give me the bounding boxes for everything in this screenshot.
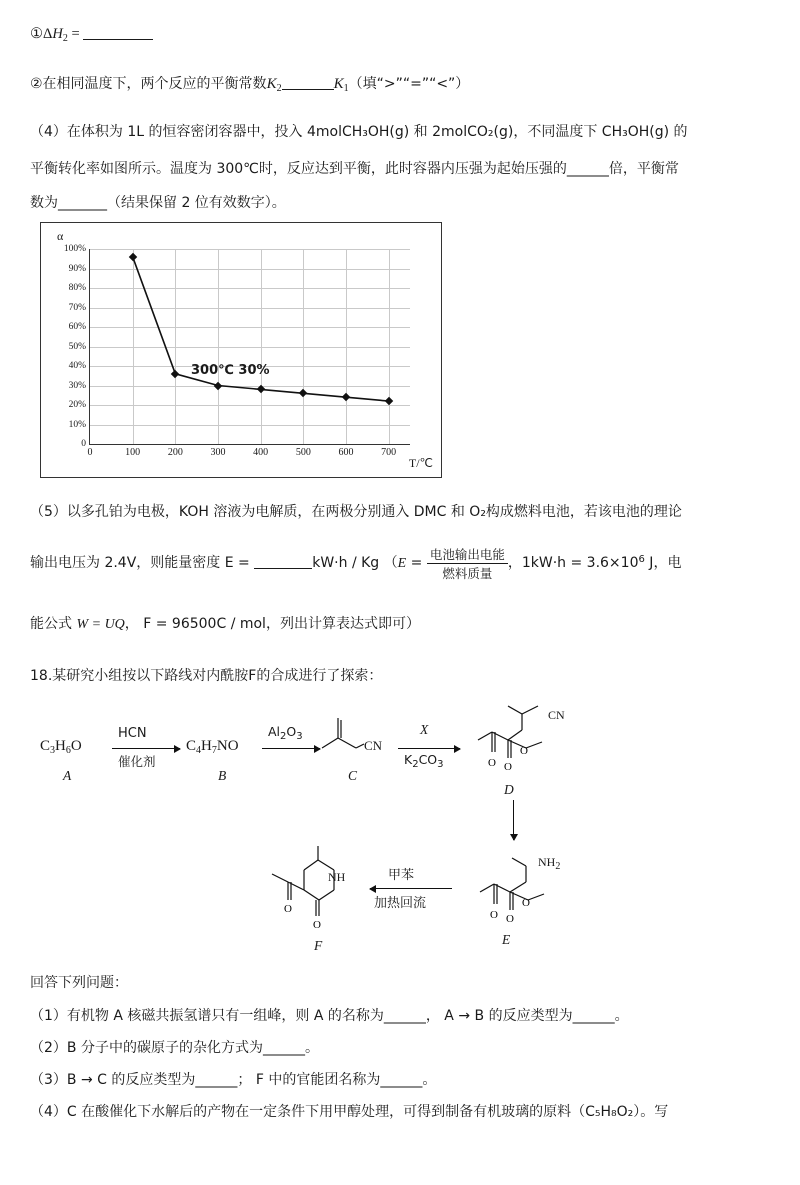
svg-text:O: O	[520, 745, 528, 757]
chart-y-tick: 0	[81, 439, 86, 449]
question-18-heading	[30, 665, 382, 685]
a2-text: （2）B 分子中的碳原子的杂化方式为______。	[30, 1040, 319, 1056]
reagent-K2CO3: $K_2CO_3$	[404, 752, 444, 770]
blank-field[interactable]	[282, 75, 334, 90]
question-5-line-2: 输出电压为 2.4V，则能量密度 E = kW·h / Kg （E = $\frac{\text{电池输出电能}}{\text{燃料质量}}$ ，$1kW\cdot h = 3.6\times 10^6$ J，电	[30, 547, 682, 581]
sub-question-3	[30, 1069, 436, 1089]
compound-F-structure	[258, 838, 368, 938]
question-4-line-2	[30, 158, 679, 178]
chart-x-tick: 0	[87, 447, 93, 458]
question-3-2: ②在相同温度下，两个反应的平衡常数$K_2$ $K_1$（填“>”“=”“<”）	[30, 76, 470, 94]
chart-x-tick: 300	[210, 447, 226, 458]
a3-text: （3）B → C 的反应类型为______； F 中的官能团名称为______。	[30, 1072, 437, 1088]
svg-text:O: O	[506, 913, 514, 925]
sub-question-1	[30, 1005, 629, 1025]
reaction-arrow-1	[112, 748, 180, 749]
blank-field[interactable]	[83, 25, 153, 40]
chart-y-tick: 90%	[68, 263, 86, 274]
compound-F-nh-group: NH	[328, 870, 346, 884]
question-4-line-3	[30, 192, 286, 212]
question-5-line-1	[30, 501, 682, 521]
a1-text: （1）有机物 A 核磁共振氢谱只有一组峰，则 A 的名称为______， A → B 的反应类型为______。	[30, 1008, 629, 1024]
compound-F-label: F	[314, 938, 323, 953]
compound-A-label: A	[63, 768, 72, 783]
synthesis-scheme	[30, 700, 770, 953]
chart-y-tick: 60%	[68, 322, 86, 332]
reagent-toluene: 甲苯	[388, 868, 415, 883]
q5-c-text: 能公式 W = UQ， F = 96500C / mol，列出计算表达式即可）	[30, 616, 420, 632]
chart-x-tick: 100	[125, 447, 141, 458]
q18-text: 18.某研究小组按以下路线对内酰胺F的合成进行了探索：	[30, 668, 383, 684]
chart-x-axis-label: T/℃	[408, 456, 433, 470]
conversion-rate-chart	[40, 222, 442, 478]
q5-b-post: ，$1kW\cdot h = 3.6\times 10^6$ J，电	[507, 554, 682, 572]
a4-text: （4）C 在酸催化下水解后的产物在一定条件下用甲醇处理，可得到制备有机玻璃的原料（C₅H₈O₂）。写	[30, 1104, 669, 1120]
compound-D-cn-group: CN	[548, 708, 565, 722]
chart-y-tick: 30%	[68, 380, 86, 391]
q3-1-text: $①\Delta H_2$ =	[30, 26, 84, 44]
q4-c-text: 数为_______（结果保留 2 位有效数字）。	[30, 195, 286, 211]
question-5-line-3	[30, 613, 420, 633]
q4-a-text: （4）在体积为 1L 的恒容密闭容器中，投入 4molCH₃OH(g) 和 2molCO₂(g)，不同温度下 CH₃OH(g) 的	[30, 124, 688, 140]
reagent-HCN: HCN	[118, 726, 147, 741]
reaction-arrow-3	[398, 748, 460, 749]
chart-y-tick: 20%	[68, 400, 86, 410]
q4-b-text: 平衡转化率如图所示。温度为 300℃时，反应达到平衡，此时容器内压强为起始压强的______倍，平衡常	[30, 161, 679, 177]
fraction-numerator: 电池输出电能	[427, 545, 508, 564]
compound-B-label: B	[218, 768, 227, 783]
chart-y-tick: 80%	[68, 283, 86, 293]
energy-density-fraction	[427, 545, 508, 582]
compound-C-label: C	[348, 768, 358, 783]
fraction-denominator: 燃料质量	[442, 566, 493, 581]
reagent-catalyst: 催化剂	[118, 754, 156, 769]
chart-y-tick: 100%	[63, 244, 86, 254]
reagent-heat-reflux: 加热回流	[374, 896, 427, 911]
chart-x-tick: 200	[167, 447, 183, 458]
q5-a-text: （5）以多孔铂为电极，KOH 溶液为电解质，在两极分别通入 DMC 和 O₂构成燃料电池，若该电池的理论	[30, 504, 682, 520]
svg-text:O: O	[490, 909, 498, 921]
compound-D-label: D	[504, 782, 514, 797]
chart-x-tick: 600	[338, 447, 354, 458]
question-4-line-1	[30, 121, 688, 141]
reagent-Al2O3: $Al_2O_3$	[268, 724, 303, 742]
reaction-arrow-5	[370, 888, 452, 889]
chart-x-tick: 700	[381, 447, 397, 458]
reaction-arrow-2	[262, 748, 320, 749]
compound-A-formula: $C_3H_6O$	[40, 738, 82, 756]
sub-question-4	[30, 1101, 668, 1121]
chart-x-tick: 400	[253, 447, 269, 458]
svg-text:O: O	[522, 897, 530, 909]
svg-text:O: O	[284, 903, 292, 915]
chart-series-line	[90, 249, 410, 444]
compound-C-cn-group: CN	[364, 738, 383, 753]
answer-head-text: 回答下列问题：	[30, 975, 128, 991]
question-3-1	[30, 24, 153, 46]
reaction-arrow-4	[513, 800, 514, 840]
svg-text:O: O	[313, 919, 321, 931]
reagent-X: X	[420, 722, 429, 737]
compound-B-formula: $C_4H_7NO$	[186, 738, 239, 756]
chart-x-tick: 500	[295, 447, 311, 458]
svg-text:O: O	[504, 761, 512, 773]
chart-y-tick: 50%	[68, 341, 86, 352]
svg-text:O: O	[488, 757, 496, 769]
compound-E-nh2-group: $NH_2$	[538, 855, 561, 872]
chart-y-axis-label: α	[57, 229, 64, 243]
q5-b-pre: 输出电压为 2.4V，则能量密度 E =	[30, 555, 255, 572]
chart-annotation: 300℃ 30%	[191, 363, 270, 378]
blank-field[interactable]	[254, 554, 312, 569]
sub-question-2	[30, 1037, 319, 1057]
q3-2-text: ②在相同温度下，两个反应的平衡常数	[30, 76, 267, 92]
chart-y-tick: 40%	[68, 361, 86, 371]
answer-heading	[30, 972, 128, 992]
chart-plot-area	[63, 244, 410, 458]
chart-y-tick: 70%	[68, 302, 86, 313]
chart-y-tick: 10%	[68, 419, 86, 430]
compound-E-label: E	[502, 932, 511, 947]
